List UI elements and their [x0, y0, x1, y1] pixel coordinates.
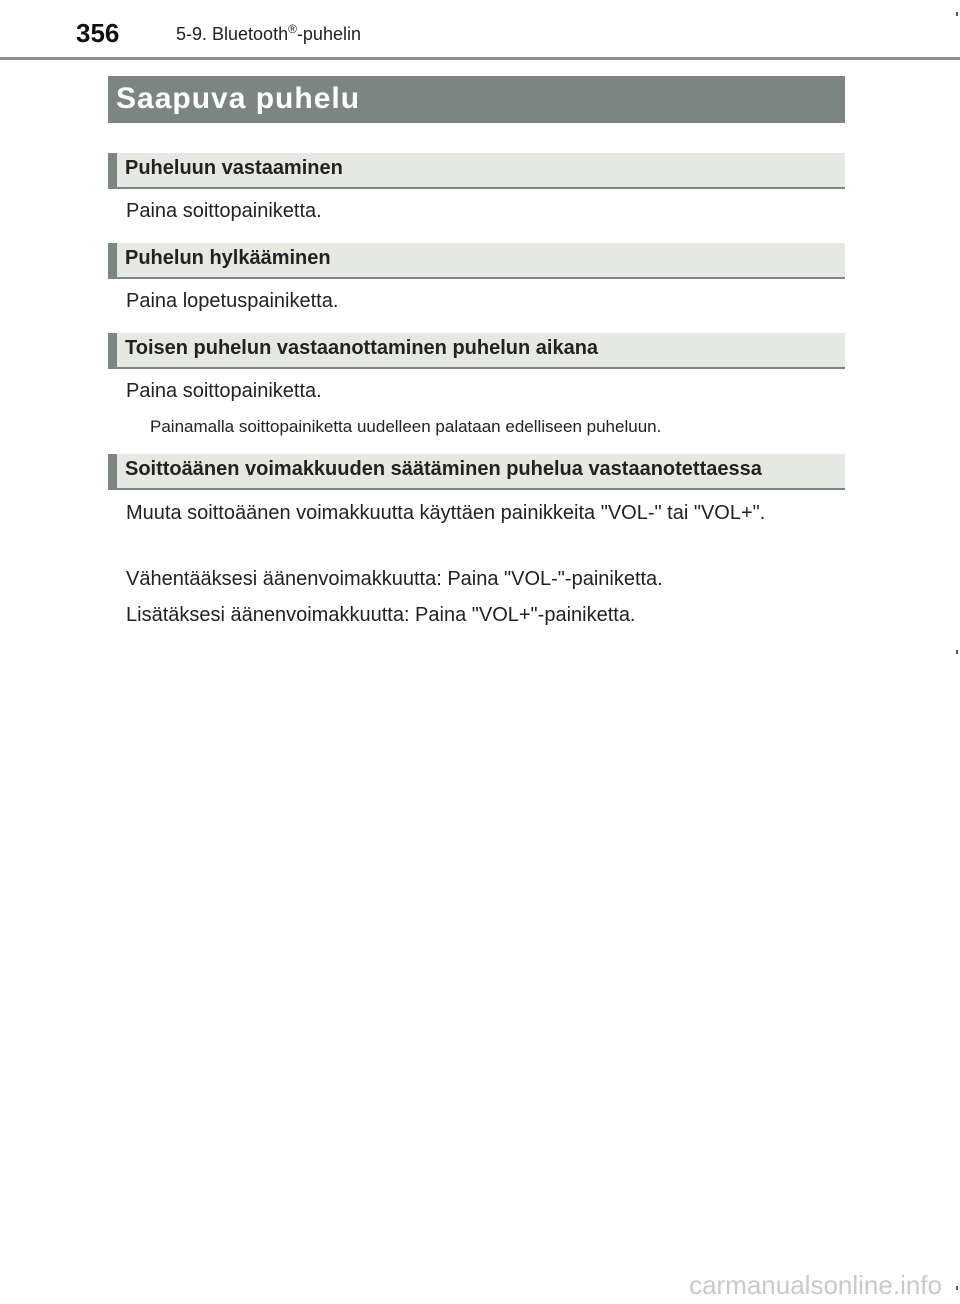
section-marker	[108, 243, 117, 277]
section-marker	[108, 153, 117, 187]
section-header-reject-call	[108, 243, 845, 279]
section-header-ringtone-volume	[108, 454, 845, 490]
section-paragraph: Paina soittopainiketta.	[126, 200, 322, 222]
section-paragraph: Paina lopetuspainiketta.	[126, 290, 339, 312]
crop-mark	[956, 650, 958, 654]
section-heading: Toisen puhelun vastaanottaminen puhelun aikana	[125, 337, 599, 359]
chapter-main: 5-9. Bluetooth	[176, 24, 289, 44]
crop-mark	[956, 1286, 958, 1290]
section-paragraph: Paina soittopainiketta.	[126, 380, 322, 402]
section-header-second-call	[108, 333, 845, 369]
watermark: carmanualsonline.info	[689, 1270, 942, 1300]
registered-mark: ®	[288, 22, 297, 36]
section-heading: Puhelun hylkääminen	[125, 247, 331, 269]
section-heading: Soittoäänen voimakkuuden säätäminen puhelua vastaanotettaessa	[125, 458, 762, 480]
section-paragraph: Muuta soittoäänen voimakkuutta käyttäen painikkeita "VOL-" tai "VOL+".	[126, 502, 766, 524]
section-heading: Puheluun vastaaminen	[125, 157, 343, 179]
chapter-suffix: -puhelin	[296, 24, 361, 44]
chapter-title	[176, 24, 361, 45]
section-marker	[108, 454, 117, 488]
header-rule	[0, 57, 960, 60]
section-note: Painamalla soittopainiketta uudelleen palataan edelliseen puheluun.	[150, 417, 662, 436]
page-title: Saapuva puhelu	[116, 82, 361, 115]
page-number: 356	[76, 18, 120, 48]
section-paragraph: Lisätäksesi äänenvoimakkuutta: Paina "VOL+"-painiketta.	[126, 604, 636, 626]
section-header-answer-call	[108, 153, 845, 189]
page-title-bar	[108, 76, 845, 123]
crop-mark	[956, 12, 958, 16]
section-marker	[108, 333, 117, 367]
section-paragraph: Vähentääksesi äänenvoimakkuutta: Paina "VOL-"-painiketta.	[126, 568, 663, 590]
